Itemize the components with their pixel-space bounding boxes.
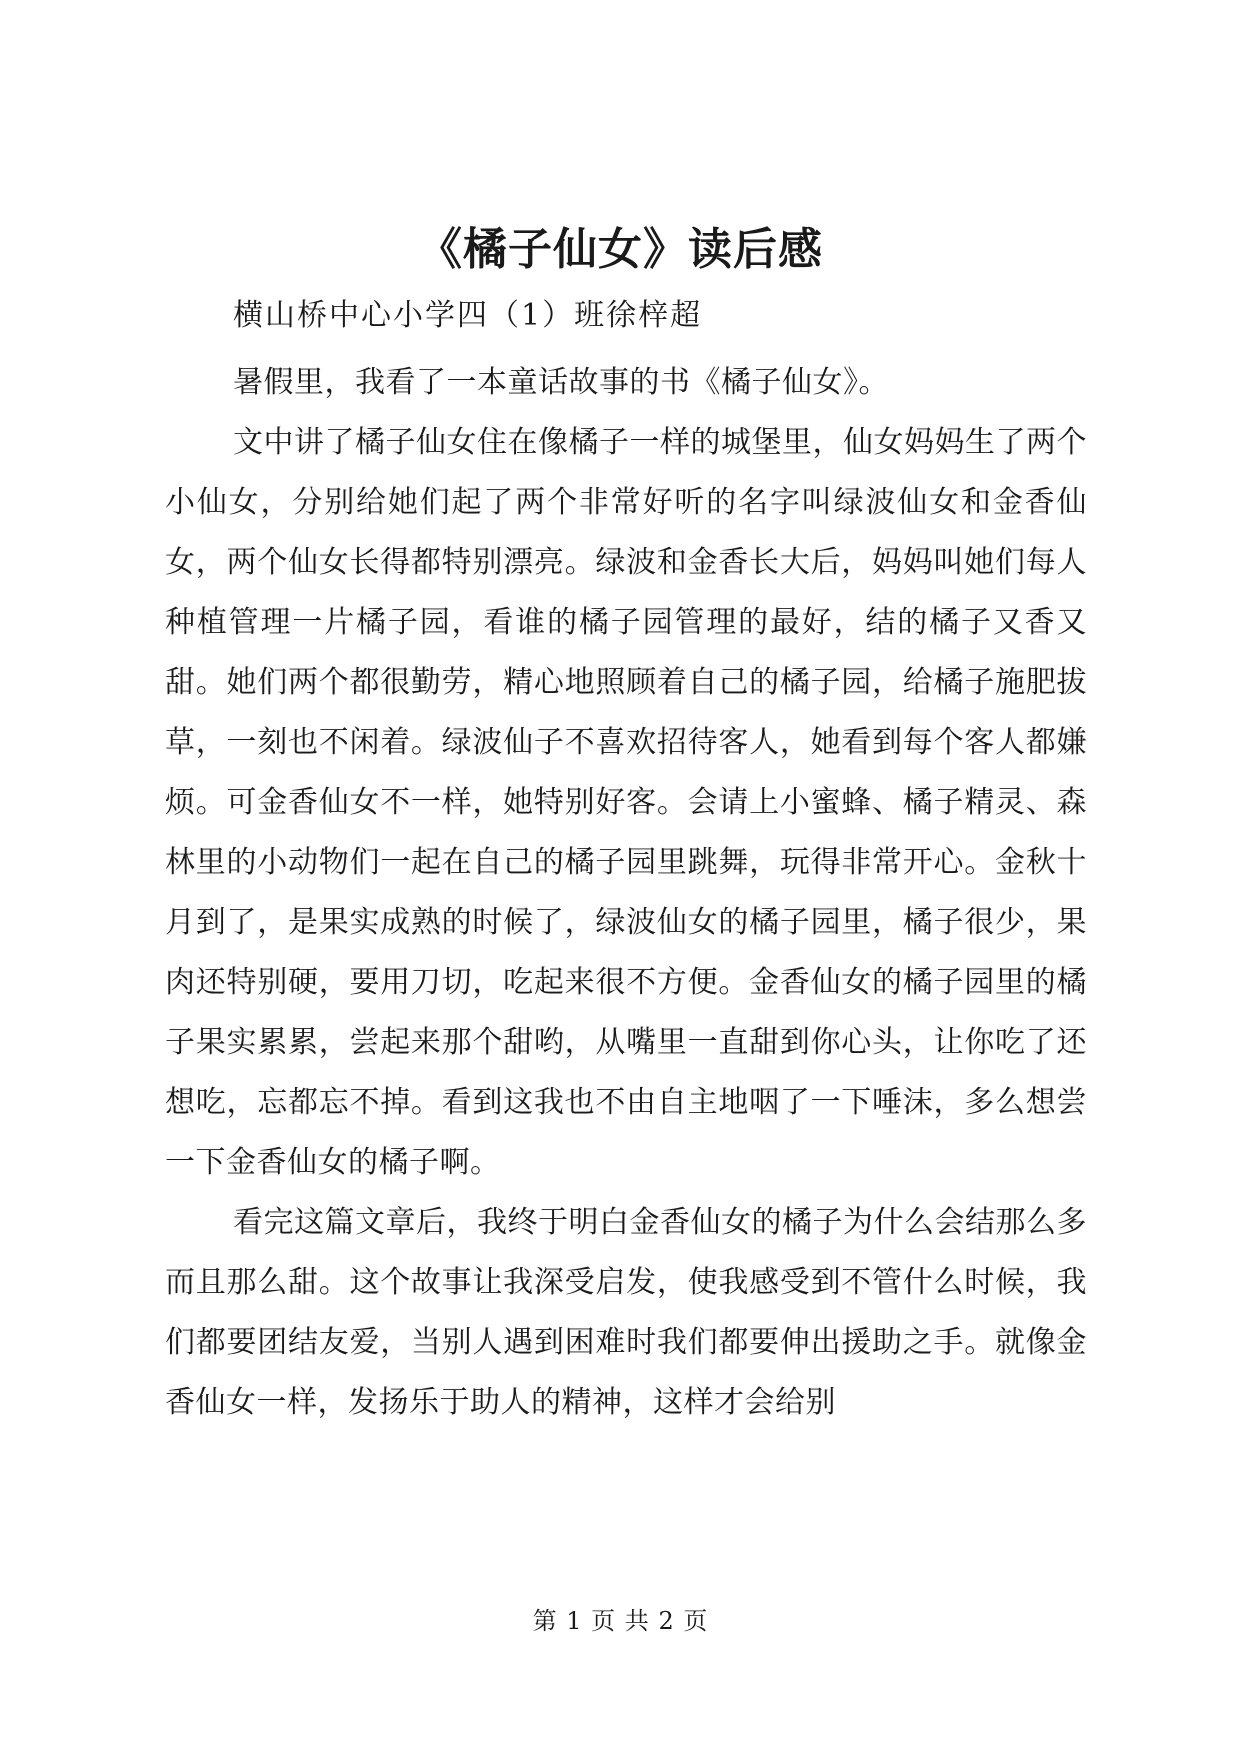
author-line: 横山桥中心小学四（1）班徐梓超 <box>233 298 703 333</box>
paragraph-1: 暑假里，我看了一本童话故事的书《橘子仙女》。 <box>233 365 889 400</box>
page-number-footer: 第 1 页 共 2 页 <box>532 1607 709 1635</box>
paragraph-3: 看完这篇文章后，我终于明白金香仙女的橘子为什么会结那么多而且那么甜。这个故事让我深受启发，使我感受到不管什么时候，我们都要团结友爱，当别人遇到困难时我们都要伸出援助之手。就像金香仙女一样，发扬乐于助人的精神，这样才会给别 <box>165 1205 1087 1420</box>
document-body <box>165 353 1087 1433</box>
document-title: 《橘子仙女》读后感 <box>418 224 823 275</box>
paragraph-2: 文中讲了橘子仙女住在像橘子一样的城堡里，仙女妈妈生了两个小仙女，分别给她们起了两个非常好听的名字叫绿波仙女和金香仙女，两个仙女长得都特别漂亮。绿波和金香长大后，妈妈叫她们每人种植管理一片橘子园，看谁的橘子园管理的最好，结的橘子又香又甜。她们两个都很勤劳，精心地照顾着自己的橘子园，给橘子施肥拔草，一刻也不闲着。绿波仙子不喜欢招待客人，她看到每个客人都嫌烦。可金香仙女不一样，她特别好客。会请上小蜜蜂、橘子精灵、森林里的小动物们一起在自己的橘子园里跳舞，玩得非常开心。金秋十月到了，是果实成熟的时候了，绿波仙女的橘子园里，橘子很少，果肉还特别硬，要用刀切，吃起来很不方便。金香仙女的橘子园里的橘子果实累累，尝起来那个甜哟，从嘴里一直甜到你心头，让你吃了还想吃，忘都忘不掉。看到这我也不由自主地咽了一下唾沫，多么想尝一下金香仙女的橘子啊。 <box>165 425 1087 1180</box>
